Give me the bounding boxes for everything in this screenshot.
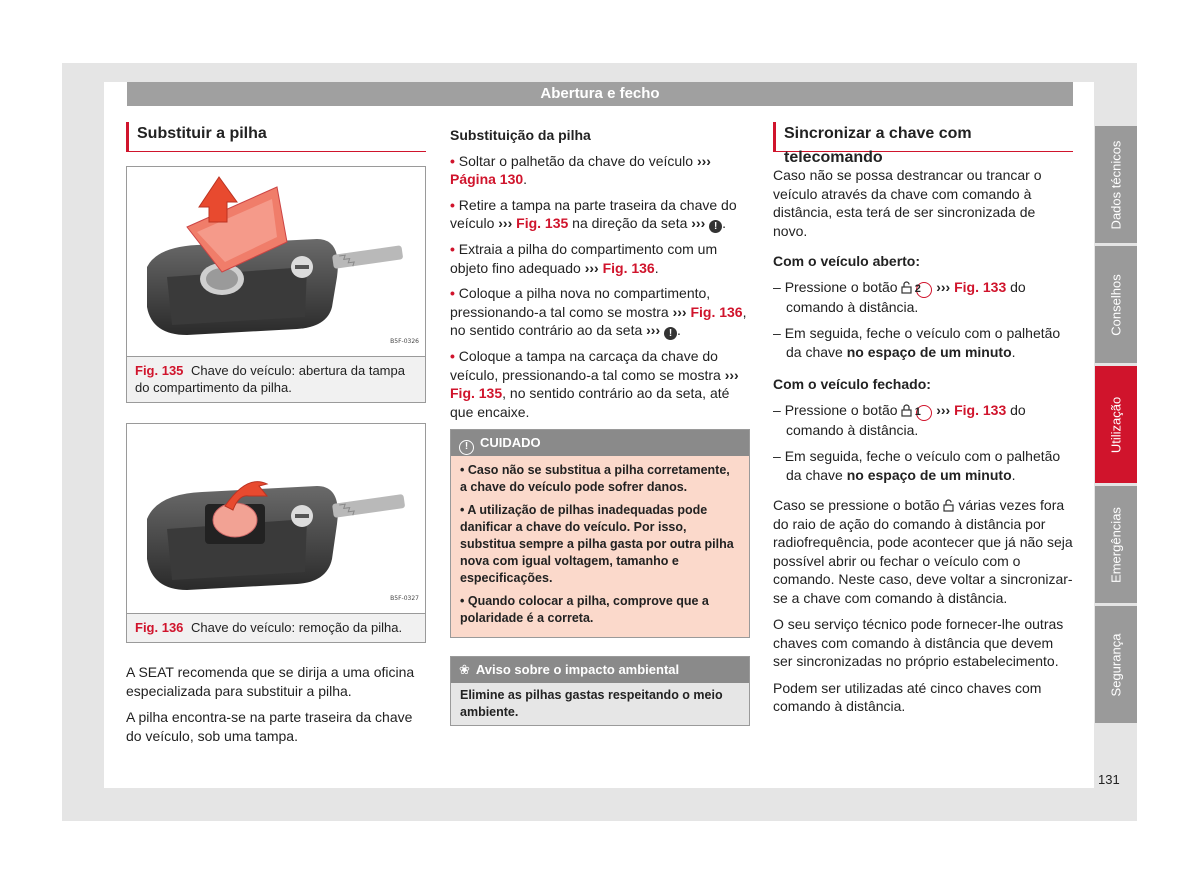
tab-label: Dados técnicos (1108, 140, 1124, 229)
tab-safety[interactable] (1095, 606, 1137, 723)
warning-icon: ! (664, 327, 677, 340)
step-extract-battery: • Extraia a pilha do compartimento com um objeto fino adequado ››› Fig. 136. (450, 241, 718, 276)
tab-label: Utilização (1108, 396, 1124, 453)
paragraph-max-keys: Podem ser utilizadas até cinco chaves com comando à distância. (773, 679, 1042, 714)
caution-title: CUIDADO (480, 435, 541, 450)
environment-notice-text: Elimine as pilhas gastas respeitando o meio ambiente. (460, 688, 723, 719)
ref-arrow-icon: ››› (691, 215, 706, 231)
column-left (126, 122, 426, 753)
unlock-icon (943, 499, 954, 512)
figure-136-ref: Fig. 136 (135, 620, 184, 635)
section-title-replace-battery: Substituir a pilha (126, 122, 426, 152)
step-open-close-blade: – Em seguida, feche o veículo com o palhetão da chave no espaço de um minuto. (773, 325, 1061, 360)
lock-icon (901, 404, 912, 417)
ref-arrow-icon: ››› (584, 259, 599, 276)
caution-item: • Quando colocar a pilha, comprove que a polaridade é a correta. (460, 594, 709, 625)
tab-label: Conselhos (1108, 273, 1124, 336)
paragraph-text: Caso se pressione o botão (773, 497, 940, 513)
figure-135-caption-text: Chave do veículo: abertura da tampa do compartimento da pilha. (135, 363, 405, 395)
environment-notice-header (451, 657, 749, 683)
figure-136 (126, 423, 426, 643)
step-text-tail: , no sentido contrário ao da seta (450, 303, 747, 338)
step-text: Coloque a tampa na carcaça da chave do veículo, pressionando-a tal como se mostra (450, 348, 721, 383)
key-open-cover-illustration (127, 167, 425, 357)
caution-box (450, 429, 750, 638)
bullet-dot: • (450, 241, 455, 257)
caution-item-text: Caso não se substitua a pilha corretamente, a chave do veículo pode sofrer danos. (460, 463, 730, 494)
ref-arrow-icon: ››› (646, 322, 661, 338)
caution-item-text: A utilização de pilhas inadequadas pode danificar a chave do veículo. Por isso, substitua sempre a pilha gasta por outra pilha nova com igual voltagem, tamanho e especificações. (460, 503, 734, 585)
tab-usage[interactable] (1095, 366, 1137, 483)
step-text-bold: no espaço de um minuto (846, 343, 1012, 360)
step-release-blade: • Soltar o palhetão da chave do veículo ››› Página 130. (450, 152, 711, 187)
unlock-icon (901, 281, 912, 294)
ref-arrow-icon: ››› (936, 278, 951, 295)
button-number-badge: 2 (916, 282, 932, 298)
figure-136-caption-text: Chave do veículo: remoção da pilha. (191, 620, 403, 635)
flower-icon: ❀ (459, 662, 470, 677)
bullet-dot: • (450, 348, 455, 364)
figure-136-caption (127, 614, 425, 642)
tab-advice[interactable] (1095, 246, 1137, 363)
paragraph-battery-location: A pilha encontra-se na parte traseira da chave do veículo, sob uma tampa. (126, 709, 413, 744)
tab-technical-data[interactable] (1095, 126, 1137, 243)
caution-icon: ! (459, 440, 474, 455)
paragraph-sync-intro: Caso não se possa destrancar ou trancar o veículo através da chave com comando à distância, esta terá de ser sincronizada de novo. (773, 167, 1042, 239)
step-insert-new-battery: • Coloque a pilha nova no compartimento, pressionando-a tal como se mostra ››› Fig. 136, no sentido contrário ao da seta ››› ! . (450, 285, 747, 339)
step-text: Extraia a pilha do compartimento com um objeto fino adequado (450, 241, 718, 276)
side-tabs (1095, 126, 1137, 726)
figure-ref-link[interactable]: Fig. 133 (954, 278, 1007, 295)
column-right (773, 122, 1073, 724)
figure-ref-link[interactable]: Fig. 135 (516, 215, 569, 231)
caution-item: • A utilização de pilhas inadequadas pode danificar a chave do veículo. Por isso, substitua sempre a pilha gasta por outra pilha nova com igual voltagem, tamanho e especificações. (460, 503, 734, 585)
section-title-sync-key: Sincronizar a chave com telecomando (773, 122, 1073, 152)
step-text: Em seguida, feche o veículo com o palhetão da chave (784, 448, 1061, 483)
paragraph-out-of-range (773, 496, 1073, 607)
bullet-dot: • (450, 152, 455, 169)
ref-arrow-icon: ››› (724, 366, 739, 383)
caution-body (451, 456, 749, 637)
caution-header (451, 430, 749, 456)
figure-ref-link[interactable]: Fig. 135 (450, 385, 503, 401)
figure-135-image (127, 167, 425, 357)
ref-arrow-icon: ››› (696, 152, 711, 169)
ref-arrow-icon: ››› (936, 401, 951, 418)
bullet-dot: • (450, 196, 455, 213)
figure-135-caption (127, 357, 425, 402)
step-text: Retire a tampa na parte traseira da chave do veículo (450, 196, 737, 231)
paragraph-text: várias vezes fora do raio de ação do comando à distância por radiofrequência, pode acontecer que já não seja possível abrir ou fechar o veículo com o comando. Neste caso, deve voltar a sincronizar-se a chave com comando à distância. (773, 497, 1073, 606)
caution-item-text: Quando colocar a pilha, comprove que a polaridade é a correta. (460, 594, 709, 625)
figure-135-ref: Fig. 135 (135, 363, 184, 378)
figure-ref-link[interactable]: Fig. 133 (954, 401, 1007, 418)
figure-ref-link[interactable]: Fig. 136 (602, 259, 655, 276)
figure-135-code: B5F-0326 (390, 337, 419, 345)
step-text: Soltar o palhetão da chave do veículo (458, 152, 694, 169)
step-text: Pressione o botão (784, 278, 898, 295)
figure-136-image (127, 424, 425, 614)
step-closed-press-button: – Pressione o botão 1 ››› Fig. 133 do comando à distância. (773, 401, 1026, 438)
step-remove-cover: • Retire a tampa na parte traseira da chave do veículo ››› Fig. 135 na direção da seta ››› ! . (450, 196, 737, 232)
figure-136-code: B5F-0327 (390, 594, 419, 602)
ref-arrow-icon: ››› (672, 303, 687, 320)
figure-135 (126, 166, 426, 403)
section-header: Abertura e fecho (127, 82, 1073, 106)
page-number: 131 (1098, 772, 1120, 787)
step-text-tail: do comando à distância. (786, 278, 1026, 315)
bullet-dot: • (450, 285, 455, 301)
step-text: Em seguida, feche o veículo com o palhetão da chave (784, 325, 1061, 360)
paragraph-recommend-workshop: A SEAT recomenda que se dirija a uma oficina especializada para substituir a pilha. (126, 664, 415, 699)
step-closed-close-blade: – Em seguida, feche o veículo com o palhetão da chave no espaço de um minuto. (773, 448, 1061, 483)
subtitle-vehicle-closed: Com o veículo fechado: (773, 376, 931, 392)
subtitle-battery-replacement: Substituição da pilha (450, 127, 591, 143)
figure-ref-link[interactable]: Fig. 136 (690, 303, 743, 320)
tab-label: Segurança (1108, 633, 1124, 696)
step-open-press-button: – Pressione o botão 2 ››› Fig. 133 do comando à distância. (773, 278, 1026, 315)
caution-item: • Caso não se substitua a pilha corretamente, a chave do veículo pode sofrer danos. (460, 463, 730, 494)
environment-notice-title: Aviso sobre o impacto ambiental (475, 662, 680, 677)
key-remove-battery-illustration (127, 424, 425, 614)
page-ref-link[interactable]: Página 130 (450, 171, 524, 187)
step-text-tail: na direção da seta (572, 215, 688, 231)
subtitle-vehicle-open: Com o veículo aberto: (773, 253, 921, 269)
warning-icon: ! (709, 220, 722, 233)
paragraph-extra-keys: O seu serviço técnico pode fornecer-lhe outras chaves com comando à distância que devem ser sincronizadas no próprio estabelecimento. (773, 616, 1064, 669)
tab-emergencies[interactable] (1095, 486, 1137, 603)
step-text: Coloque a pilha nova no compartimento, pressionando-a tal como se mostra (450, 285, 711, 320)
step-text-tail: , no sentido contrário ao da seta, até que encaixe. (450, 385, 730, 420)
step-text-tail: do comando à distância. (786, 401, 1026, 438)
step-text-bold: no espaço de um minuto (846, 466, 1012, 483)
step-replace-cover (450, 347, 750, 421)
environment-notice-box (450, 656, 750, 726)
step-text: Pressione o botão (784, 401, 898, 418)
column-middle (450, 126, 750, 726)
tab-label: Emergências (1108, 506, 1124, 583)
button-number-badge: 1 (916, 405, 932, 421)
ref-arrow-icon: ››› (498, 215, 513, 231)
